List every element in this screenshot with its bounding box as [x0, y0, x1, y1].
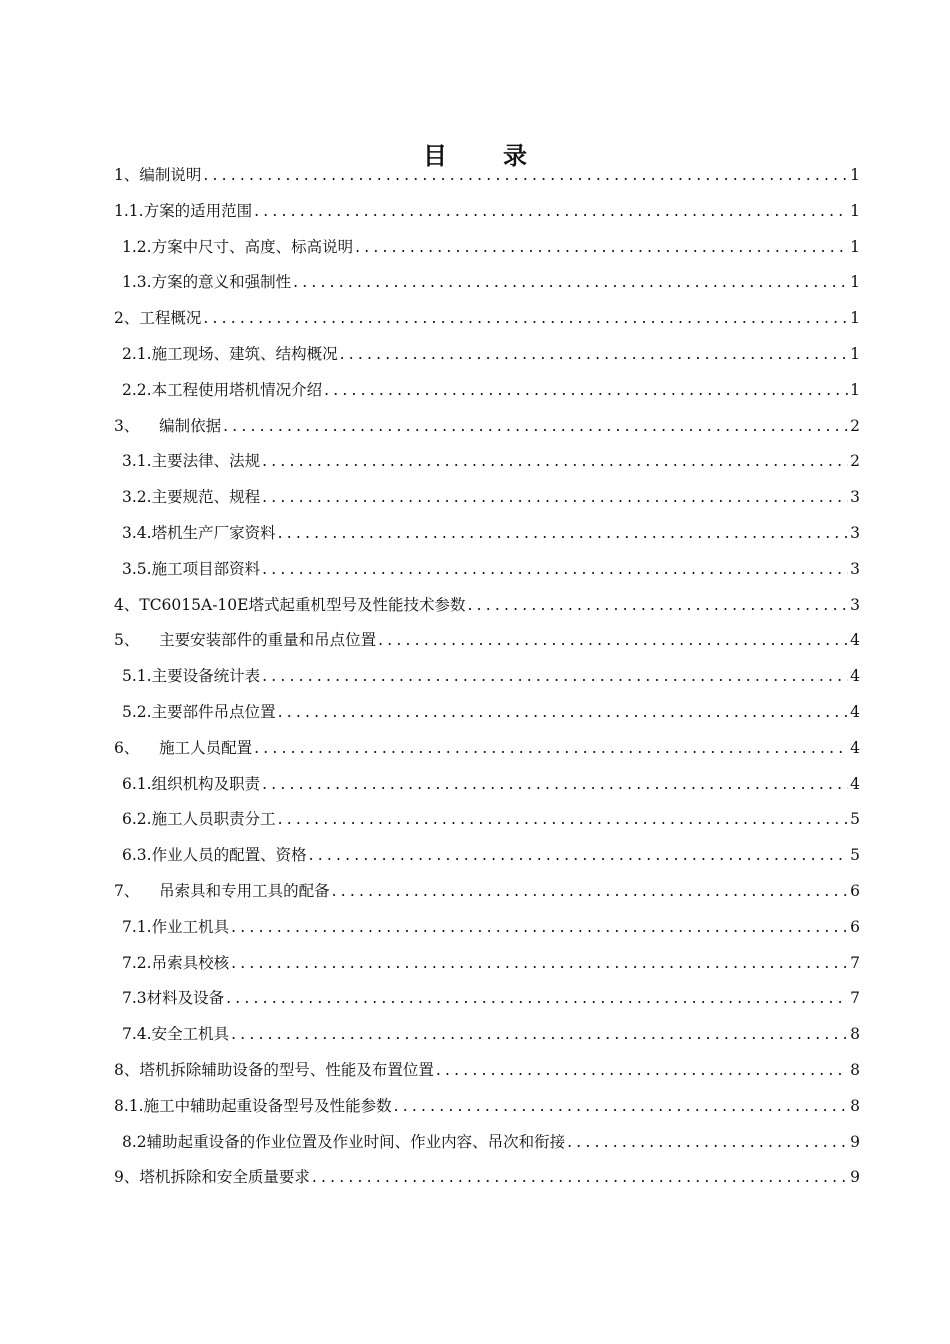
table-of-contents — [114, 158, 860, 1196]
toc-dot-leader — [332, 874, 849, 910]
toc-entry[interactable] — [114, 1160, 860, 1196]
toc-page-number: 9 — [850, 1168, 860, 1187]
toc-page-number: 1 — [850, 201, 860, 220]
toc-entry-title: 6、 施工人员配置 — [114, 738, 253, 757]
toc-dot-leader — [278, 802, 849, 838]
toc-entry[interactable] — [114, 337, 860, 373]
toc-page-number: 3 — [850, 559, 860, 578]
toc-entry[interactable] — [114, 373, 860, 409]
toc-entry[interactable] — [114, 194, 860, 230]
toc-dot-leader — [226, 981, 848, 1017]
toc-dot-leader — [340, 337, 849, 373]
toc-entry[interactable] — [114, 659, 860, 695]
toc-entry-title: 1.1.方案的适用范围 — [114, 201, 253, 220]
toc-entry-title: 7、 吊索具和专用工具的配备 — [114, 881, 330, 900]
toc-entry-title: 2.1.施工现场、建筑、结构概况 — [122, 344, 338, 363]
toc-page-number: 1 — [850, 309, 860, 328]
toc-entry-title: 7.3材料及设备 — [122, 989, 225, 1008]
toc-page-number: 4 — [850, 738, 860, 757]
toc-entry-title: 3、 编制依据 — [114, 416, 222, 435]
toc-entry-title: 8、塔机拆除辅助设备的型号、性能及布置位置 — [114, 1060, 434, 1079]
toc-dot-leader — [231, 946, 848, 982]
toc-page-number: 8 — [850, 1025, 860, 1044]
toc-entry[interactable] — [114, 301, 860, 337]
toc-entry[interactable] — [114, 230, 860, 266]
toc-entry[interactable] — [114, 695, 860, 731]
toc-page-number: 1 — [850, 273, 860, 292]
toc-page-number: 8 — [850, 1060, 860, 1079]
toc-page-number: 4 — [850, 667, 860, 686]
toc-entry-title: 5.2.主要部件吊点位置 — [122, 702, 276, 721]
toc-entry[interactable] — [114, 874, 860, 910]
toc-entry[interactable] — [114, 1125, 860, 1161]
toc-entry-title: 5.1.主要设备统计表 — [122, 667, 261, 686]
toc-page-number: 1 — [850, 344, 860, 363]
toc-dot-leader — [567, 1125, 848, 1161]
toc-entry[interactable] — [114, 1017, 860, 1053]
toc-entry-title: 6.2.施工人员职责分工 — [122, 810, 276, 829]
toc-dot-leader — [278, 516, 849, 552]
toc-entry-title: 7.4.安全工机具 — [122, 1025, 230, 1044]
toc-page-number: 8 — [850, 1096, 860, 1115]
toc-entry-title: 2、工程概况 — [114, 309, 202, 328]
toc-entry[interactable] — [114, 588, 860, 624]
toc-dot-leader — [254, 194, 848, 230]
toc-entry[interactable] — [114, 910, 860, 946]
toc-dot-leader — [378, 623, 848, 659]
toc-dot-leader — [231, 1017, 848, 1053]
toc-entry-title: 4、TC6015A-10E塔式起重机型号及性能技术参数 — [114, 595, 466, 614]
toc-dot-leader — [309, 838, 849, 874]
toc-entry-title: 5、 主要安装部件的重量和吊点位置 — [114, 631, 377, 650]
toc-entry-title: 9、塔机拆除和安全质量要求 — [114, 1168, 310, 1187]
toc-dot-leader — [203, 301, 848, 337]
toc-entry[interactable] — [114, 158, 860, 194]
page-title: 目录 — [423, 142, 583, 170]
toc-dot-leader — [262, 552, 848, 588]
toc-page-number: 9 — [850, 1132, 860, 1151]
toc-entry[interactable] — [114, 623, 860, 659]
toc-entry[interactable] — [114, 480, 860, 516]
toc-entry-title: 2.2.本工程使用塔机情况介绍 — [122, 380, 323, 399]
toc-page-number: 3 — [850, 488, 860, 507]
toc-page-number: 7 — [850, 989, 860, 1008]
toc-entry[interactable] — [114, 838, 860, 874]
toc-dot-leader — [467, 588, 848, 624]
toc-entry-title: 6.1.组织机构及职责 — [122, 774, 261, 793]
toc-page-number: 3 — [850, 595, 860, 614]
toc-page-number: 5 — [850, 846, 860, 865]
toc-dot-leader — [223, 409, 848, 445]
toc-dot-leader — [262, 444, 848, 480]
toc-page-number: 4 — [850, 774, 860, 793]
toc-dot-leader — [278, 695, 849, 731]
toc-entry-title: 8.2辅助起重设备的作业位置及作业时间、作业内容、吊次和衔接 — [122, 1132, 566, 1151]
toc-dot-leader — [254, 731, 848, 767]
toc-page-number: 1 — [850, 237, 860, 256]
toc-page-number: 2 — [850, 416, 860, 435]
toc-page-number: 4 — [850, 702, 860, 721]
toc-entry[interactable] — [114, 1089, 860, 1125]
toc-entry-title: 3.5.施工项目部资料 — [122, 559, 261, 578]
toc-entry-title: 7.1.作业工机具 — [122, 917, 230, 936]
toc-page-number: 6 — [850, 881, 860, 900]
toc-dot-leader — [231, 910, 848, 946]
toc-page-number: 4 — [850, 631, 860, 650]
toc-entry[interactable] — [114, 1053, 860, 1089]
toc-entry[interactable] — [114, 444, 860, 480]
toc-entry[interactable] — [114, 409, 860, 445]
toc-page-number: 2 — [850, 452, 860, 471]
toc-entry-title: 8.1.施工中辅助起重设备型号及性能参数 — [114, 1096, 392, 1115]
toc-entry-title: 3.2.主要规范、规程 — [122, 488, 261, 507]
toc-page-number: 7 — [850, 953, 860, 972]
toc-page-number: 1 — [850, 380, 860, 399]
toc-page-number: 5 — [850, 810, 860, 829]
toc-entry[interactable] — [114, 802, 860, 838]
toc-dot-leader — [324, 373, 848, 409]
toc-dot-leader — [394, 1089, 849, 1125]
toc-entry[interactable] — [114, 516, 860, 552]
toc-entry[interactable] — [114, 731, 860, 767]
toc-entry-title: 3.1.主要法律、法规 — [122, 452, 261, 471]
toc-page-number: 6 — [850, 917, 860, 936]
toc-entry[interactable] — [114, 767, 860, 803]
toc-dot-leader — [262, 767, 848, 803]
toc-dot-leader — [436, 1053, 848, 1089]
toc-entry-title: 3.4.塔机生产厂家资料 — [122, 523, 276, 542]
toc-entry-title: 6.3.作业人员的配置、资格 — [122, 846, 307, 865]
toc-dot-leader — [203, 158, 848, 194]
toc-entry[interactable] — [114, 265, 860, 301]
toc-entry[interactable] — [114, 946, 860, 982]
toc-entry-title: 7.2.吊索具校核 — [122, 953, 230, 972]
toc-entry-title: 1.2.方案中尺寸、高度、标高说明 — [122, 237, 354, 256]
toc-page-number: 1 — [850, 166, 860, 184]
toc-page-number: 3 — [850, 523, 860, 542]
toc-dot-leader — [262, 480, 848, 516]
toc-entry-title: 1.3.方案的意义和强制性 — [122, 273, 292, 292]
toc-entry-title: 1、编制说明 — [114, 166, 202, 184]
toc-dot-leader — [293, 265, 848, 301]
toc-entry[interactable] — [114, 552, 860, 588]
toc-dot-leader — [355, 230, 848, 266]
toc-dot-leader — [312, 1160, 848, 1196]
toc-entry[interactable] — [114, 981, 860, 1017]
toc-dot-leader — [262, 659, 848, 695]
